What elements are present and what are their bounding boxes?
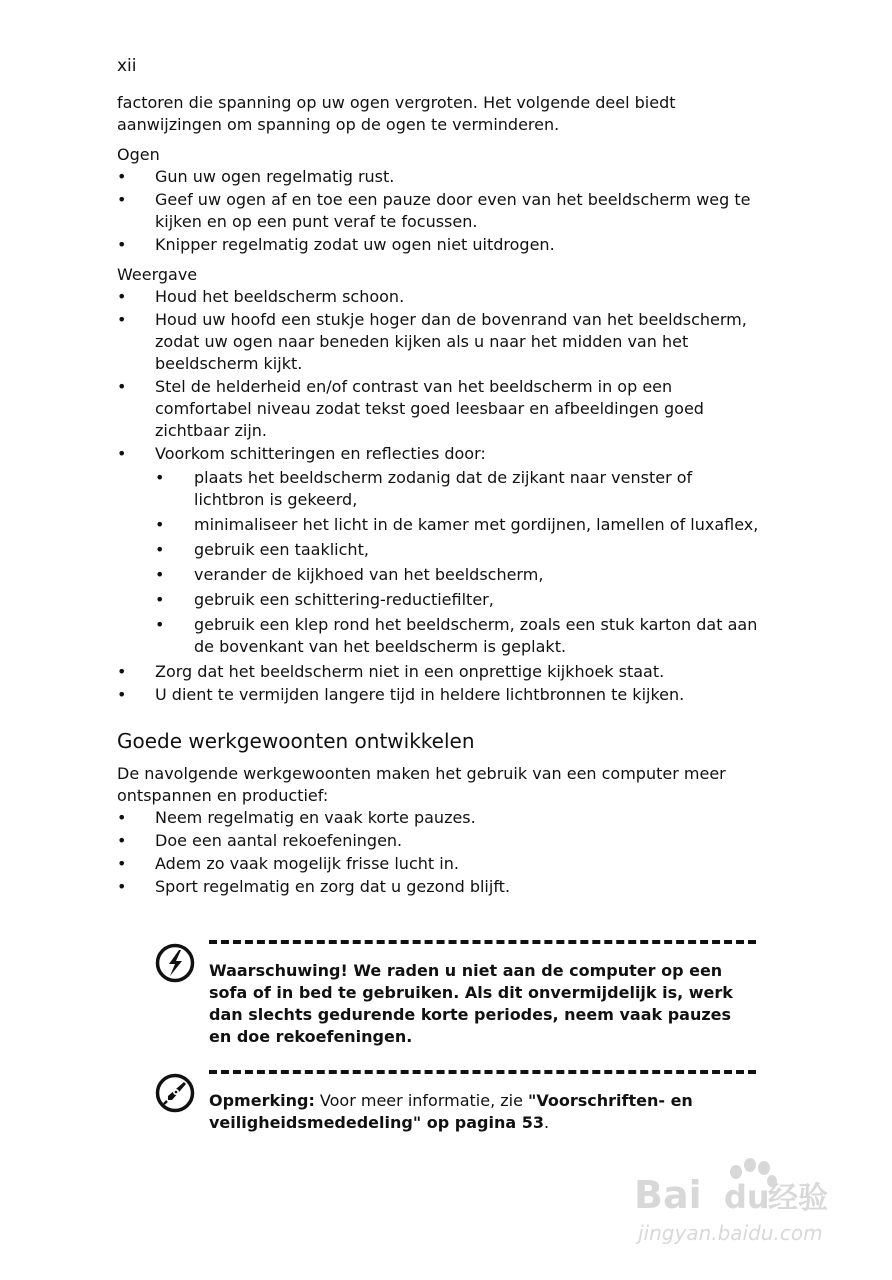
list-item: • Houd uw hoofd een stukje hoger dan de bovenrand van het beeldscherm, zodat uw ogen naar beneden kijken als u naar het midden van het beeldscherm kijkt. [117,310,747,373]
list-item: • Sport regelmatig en zorg dat u gezond blijft. [117,877,511,896]
list-item: • U dient te vermijden langere tijd in heldere lichtbronnen te kijken. [117,685,685,704]
ogen-list [117,166,767,256]
callouts [152,924,762,1134]
watermark-url: jingyan.baidu.com [638,1221,823,1245]
warning-callout [152,940,762,1048]
weergave-label: Weergave [117,265,198,284]
page-number: xii [117,56,137,76]
bullet: • [117,310,127,329]
list-item: • Gun uw ogen regelmatig rust. [117,167,395,186]
bullet: • [117,662,127,681]
list-item: • Zorg dat het beeldscherm niet in een onprettige kijkhoek staat. [117,662,665,681]
list-item: • Houd het beeldscherm schoon. [117,287,405,306]
note-pen-icon [155,1073,195,1113]
list-item: • Doe een aantal rekoefeningen. [117,831,403,850]
sublist-item: • gebruik een taaklicht, [155,540,369,559]
bullet: • [117,377,127,396]
baidu-watermark [632,1148,842,1248]
sublist-item: • minimaliseer het licht in de kamer met gordijnen, lamellen of luxaflex, [155,515,759,534]
bullet: • [117,190,127,209]
bullet: • [117,287,127,306]
sublist-item: • verander de kijkhoed van het beeldscherm, [155,565,544,584]
bullet: • [155,615,165,634]
bullet: • [117,854,127,873]
bullet: • [155,515,165,534]
bullet: • [155,590,165,609]
bullet: • [155,565,165,584]
watermark-brand: Bai [634,1173,702,1217]
intro-paragraph: factoren die spanning op uw ogen vergroten. Het volgende deel biedt aanwijzingen om spanning op de ogen te verminderen. [117,93,676,134]
warning-text: Waarschuwing! We raden u niet aan de computer op een sofa of in bed te gebruiken. Als dit onvermijdelijk is, werk dan slechts gedurende korte periodes, neem vaak pauzes en doe rekoefeningen. [209,961,733,1046]
main-content [117,92,767,899]
sublist-item: • gebruik een klep rond het beeldscherm, zoals een stuk karton dat aan de bovenkant van het beeldscherm is geplakt. [155,615,758,656]
bullet: • [155,468,165,487]
bullet: • [117,167,127,186]
list-item: • Adem zo vaak mogelijk frisse lucht in. [117,854,459,873]
bullet: • [117,235,127,254]
list-item: • Knipper regelmatig zodat uw ogen niet uitdrogen. [117,235,555,254]
list-item: • Neem regelmatig en vaak korte pauzes. [117,808,476,827]
sublist-item: • gebruik een schittering-reductiefilter, [155,590,494,609]
list-item: • Voorkom schitteringen en reflecties door: • plaats het beeldscherm zodanig dat de zijkant naar venster of lichtbron is gekeerd, • minimaliseer het licht in de kamer met gordijnen, lamellen of luxaflex, • gebruik een taaklicht, • verander de kijkhoed van het beeldscherm, • gebruik een schittering-reductiefilter, • gebruik een klep rond het beeldscherm, zoals een stuk karton dat aan de bovenkant van het beeldscherm is geplakt. [117,443,767,658]
note-callout [152,1070,762,1134]
bullet: • [117,685,127,704]
bullet: • [117,808,127,827]
note-divider [209,1070,756,1074]
watermark-brand2: du [724,1178,770,1216]
warning-lightning-icon [155,943,195,983]
note-end: . [543,1113,550,1132]
note-reference-link[interactable]: "Voorschriften- en veiligheidsmededeling" op pagina 53 [209,1091,693,1132]
warning-divider [209,940,756,944]
bullet: • [117,877,127,896]
note-body: Voor meer informatie, zie [314,1091,529,1110]
bullet: • [117,444,127,463]
bullet: • [155,540,165,559]
sublist-item: • plaats het beeldscherm zodanig dat de zijkant naar venster of lichtbron is gekeerd, [155,468,693,509]
note-label: Opmerking: [209,1091,315,1110]
bullet: • [117,831,127,850]
section-heading: Goede werkgewoonten ontwikkelen [117,729,475,753]
ogen-label: Ogen [117,145,160,164]
note-text [209,1090,749,1134]
list-item: • Stel de helderheid en/of contrast van het beeldscherm in op een comfortabel niveau zodat tekst goed leesbaar en afbeeldingen goed zichtbaar zijn. [117,377,704,440]
habits-list [117,807,767,898]
weergave-list [117,286,767,706]
watermark-cn: 经验 [768,1181,828,1216]
list-item: • Geef uw ogen af en toe een pauze door even van het beeldscherm weg te kijken en op een punt veraf te focussen. [117,190,751,231]
section-intro: De navolgende werkgewoonten maken het gebruik van een computer meer ontspannen en productief: [117,764,726,805]
glare-sublist [155,467,767,658]
